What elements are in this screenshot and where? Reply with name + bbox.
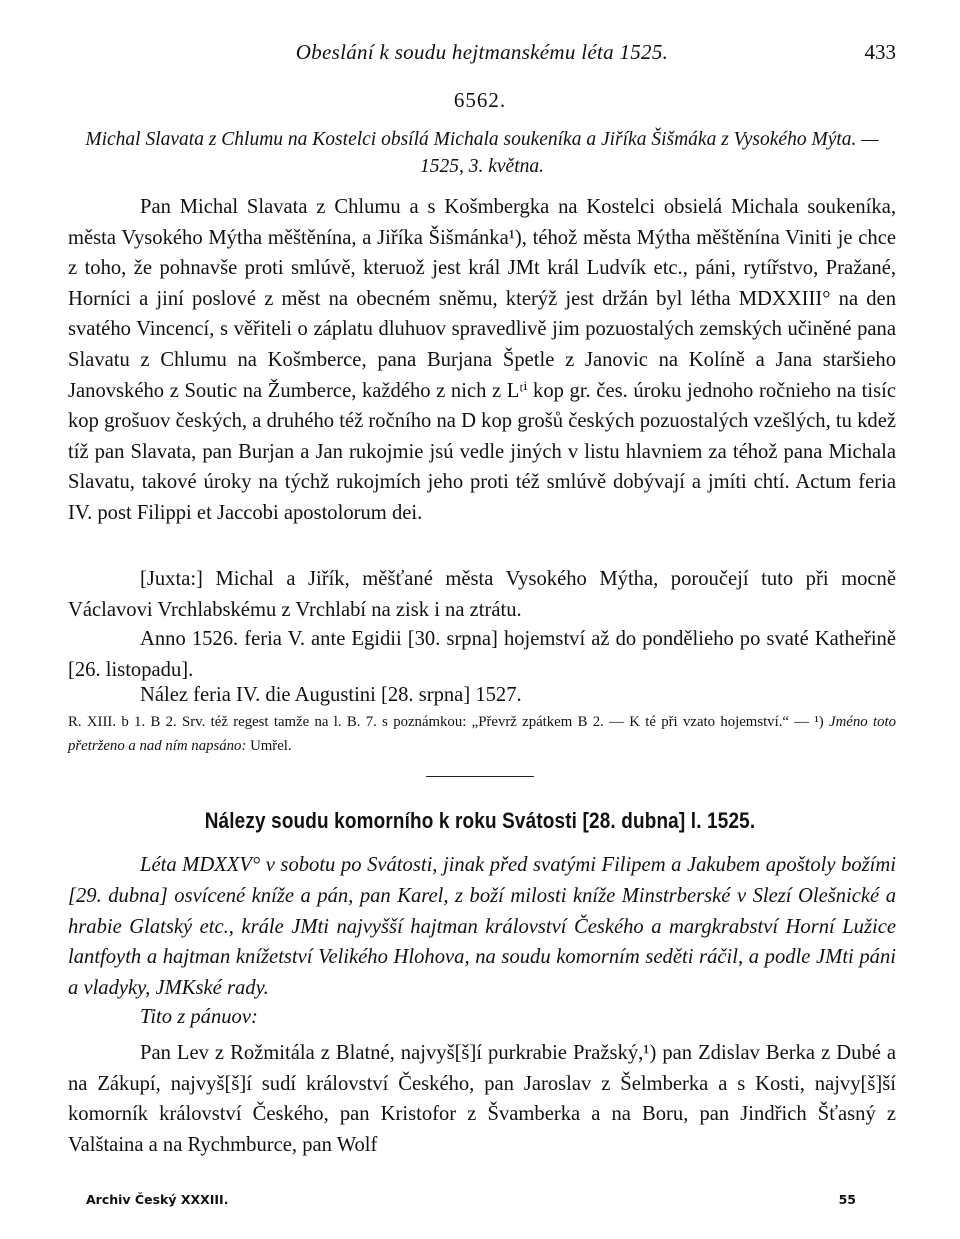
members-label: Tito z pánuov: <box>140 1006 258 1028</box>
page-header <box>68 40 896 70</box>
section-intro: Léta MDXXV° v sobotu po Svátosti, jinak před svatými Filipem a Jakubem apoštoly božími [29. dubna] osvícené kníže a pán, pan Karel, z boží milosti kníže Minstrberské v Slezí Olešnické a hrabie Glatský etc., krále JMti najvyšší hajtman království Českého a margkrabství Horní Lužice lantfoyth a hajtman knížetství Velikého Hlohova, na soudu komorním seděti ráčil, a podle JMti páni a vladyky, JMKské rady. <box>68 854 896 1000</box>
members-paragraph: Pan Lev z Rožmitála z Blatné, najvyš[š]í purkrabie Pražský,¹) pan Zdislav Berka z Dubé a na Zákupí, najvyš[š]í sudí království Českého, pan Jaroslav z Šelmberka a s Kosti, najvy[š]ší komorník království Českého, pan Kristofor z Švamberka a na Boru, pan Jindřich Šťasný z Valštaina a na Rychmburce, pan Wolf <box>68 1042 896 1156</box>
footer-source: Archiv Český XXXIII. <box>86 1192 229 1207</box>
document-regest: Michal Slavata z Chlumu na Kostelci obsílá Michala soukeníka a Jiříka Šišmáka z Vysokého Mýta. — 1525, 3. května. <box>85 129 879 177</box>
page-number: 433 <box>864 40 896 64</box>
footnote-italic: Jméno toto přetrženo a nad ním napsáno: <box>68 714 896 754</box>
section-heading: Nálezy soudu komorního k roku Svátosti [28. dubna] l. 1525. <box>204 808 756 833</box>
anno-paragraph: Anno 1526. feria V. ante Egidii [30. srpna] hojemství až do pondělieho po svaté Katheřině [26. listopadu]. <box>68 628 896 681</box>
footnote-source: R. XIII. b 1. B 2. Srv. též regest tamže na l. B. 7. s poznámkou: „Převrž zpátkem B 2. — K té při vzato hojemství.“ — ¹) <box>68 714 824 730</box>
running-title: Obeslání k soudu hejtmanskému léta 1525. <box>295 40 669 64</box>
footer-signature: 55 <box>838 1192 856 1207</box>
page-footer <box>86 1192 856 1216</box>
nalez-paragraph: Nález feria IV. die Augustini [28. srpna] 1527. <box>140 684 522 706</box>
section-divider <box>426 776 534 777</box>
footnote <box>68 710 896 758</box>
main-paragraph: Pan Michal Slavata z Chlumu a s Košmbergka na Kostelci obsielá Michala soukeníka, města Vysokého Mýtha měštěnína, a Jiříka Šišmánka¹), téhož města Mýtha měštěnína Viniti je chce z toho, že pohnavše proti smlúvě, kteruož jest král JMt král Ludvík etc., páni, rytířstvo, Pražané, Horníci a jiní poslové z měst na obecném sněmu, kterýž jest držán byl létha MDXXIII° na den svatého Vincencí, s věřiteli o záplatu dluhuov spravedlivě jim pozuostalých zemských učiněné pana Slavatu z Chlumu na Košmberce, pana Burjana Špetle z Janovic na Kolíně a Jana staršieho Janovského z Soutic na Žumberce, každého z nich z Lᵗⁱ kop gr. čes. úroku jednoho ročnieho na tisíc kop grošuov českých, a druhého též ročního na D kop grošů českých pozuostalých vzešlých, tu kdež tíž pan Slavata, pan Burjan a Jan rukojmie jsú vedle jiných v listu hlavniem za téhož pana Michala Slavatu, takové úroky na týchž rukojmích jeho proti též smlúvě dobývají a jmíti chtí. Actum feria IV. post Filippi et Jaccobi apostolorum dei. <box>68 196 896 524</box>
footnote-end: Umřel. <box>250 738 292 754</box>
document-number: 6562. <box>453 88 507 112</box>
juxta-paragraph: [Juxta:] Michal a Jiřík, měšťané města Vysokého Mýtha, poroučejí tuto při mocně Václavovi Vrchlabskému z Vrchlabí na zisk i na ztrátu. <box>68 568 896 621</box>
